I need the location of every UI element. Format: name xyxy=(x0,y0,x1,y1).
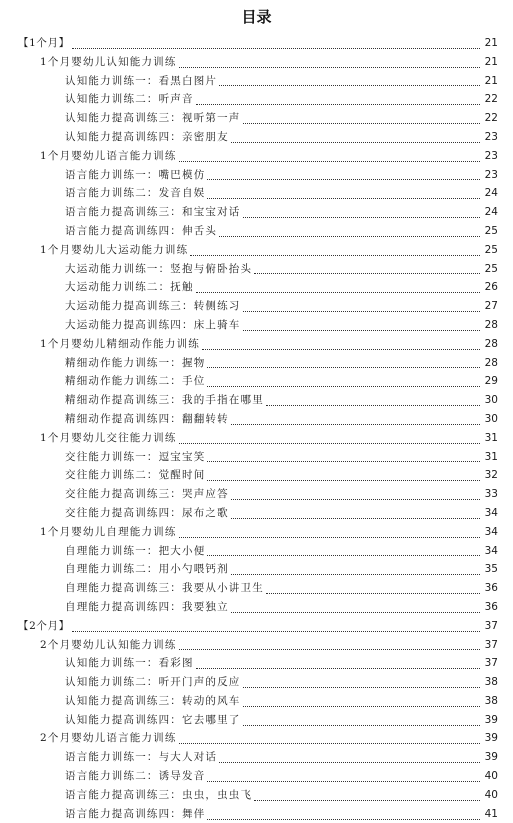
toc-item-entry[interactable] xyxy=(0,278,513,297)
toc-page-number: 37 xyxy=(484,619,498,632)
toc-entry-title: 语言能力提高训练三：和宝宝对话 xyxy=(65,206,241,219)
toc-item-entry[interactable] xyxy=(0,485,513,504)
toc-page-number: 37 xyxy=(484,638,498,651)
toc-item-entry[interactable] xyxy=(0,711,513,730)
toc-page-number: 31 xyxy=(484,450,498,463)
toc-page-number: 38 xyxy=(484,694,498,707)
dot-leader xyxy=(72,48,480,49)
toc-section-entry[interactable] xyxy=(0,729,513,748)
toc-page-number: 23 xyxy=(484,149,498,162)
toc-entry-title: 自理能力提高训练三：我要从小讲卫生 xyxy=(65,582,264,595)
toc-page-number: 26 xyxy=(484,281,498,294)
toc-entry-title: 语言能力训练一：与大人对话 xyxy=(65,751,218,764)
toc-page-number: 23 xyxy=(484,130,498,143)
dot-leader xyxy=(243,706,481,707)
toc-item-entry[interactable] xyxy=(0,222,513,241)
toc-item-entry[interactable] xyxy=(0,166,513,185)
toc-item-entry[interactable] xyxy=(0,579,513,598)
dot-leader xyxy=(207,179,480,180)
dot-leader xyxy=(179,67,480,68)
toc-page-number: 29 xyxy=(484,375,498,388)
dot-leader xyxy=(196,668,480,669)
toc-entry-title: 语言能力训练一：嘴巴模仿 xyxy=(65,168,206,181)
toc-section-entry[interactable] xyxy=(0,335,513,354)
toc-entry-title: 语言能力提高训练四：舞伴 xyxy=(65,807,206,820)
toc-page-number: 38 xyxy=(484,676,498,689)
toc-entry-title: 交往能力训练二：觉醒时间 xyxy=(65,469,206,482)
toc-page-number: 39 xyxy=(484,713,498,726)
toc-item-entry[interactable] xyxy=(0,504,513,523)
toc-page-number: 32 xyxy=(484,469,498,482)
toc-entry-title: 大运动能力提高训练三：转侧练习 xyxy=(65,300,241,313)
dot-leader xyxy=(219,762,480,763)
toc-page-number: 30 xyxy=(484,394,498,407)
toc-entry-title: 认知能力提高训练三：转动的风车 xyxy=(65,694,241,707)
toc-entry-title: 1个月婴幼儿大运动能力训练 xyxy=(40,243,189,256)
toc-page-number: 34 xyxy=(484,525,498,538)
dot-leader xyxy=(243,687,481,688)
dot-leader xyxy=(231,142,480,143)
toc-page-number: 21 xyxy=(484,37,498,49)
toc-entry-title: 认知能力训练二：听开门声的反应 xyxy=(65,676,241,689)
toc-entry-title: 1个月婴幼儿交往能力训练 xyxy=(40,431,177,444)
dot-leader xyxy=(254,273,480,274)
toc-item-entry[interactable] xyxy=(0,786,513,805)
toc-page-number: 28 xyxy=(484,337,498,350)
toc-section-entry[interactable] xyxy=(0,53,513,72)
dot-leader xyxy=(207,819,480,820)
dot-leader xyxy=(207,367,480,368)
toc-page-number: 28 xyxy=(484,356,498,369)
toc-entry-title: 自理能力提高训练四：我要独立 xyxy=(65,600,229,613)
toc-page-number: 39 xyxy=(484,751,498,764)
toc-entry-title: 语言能力训练二：发音自娱 xyxy=(65,187,206,200)
dot-leader xyxy=(243,725,481,726)
toc-entry-title: 【1个月】 xyxy=(18,37,70,49)
toc-item-entry[interactable] xyxy=(0,72,513,91)
dot-leader xyxy=(207,198,480,199)
dot-leader xyxy=(72,631,480,632)
dot-leader xyxy=(179,443,480,444)
toc-entry-title: 大运动能力训练一：竖抱与俯卧抬头 xyxy=(65,262,253,275)
toc-page-number: 37 xyxy=(484,657,498,670)
toc-item-entry[interactable] xyxy=(0,184,513,203)
toc-page-number: 40 xyxy=(484,788,498,801)
toc-item-entry[interactable] xyxy=(0,654,513,673)
toc-section-entry[interactable] xyxy=(0,523,513,542)
toc-page-number: 21 xyxy=(484,74,498,87)
toc-page-number: 34 xyxy=(484,506,498,519)
toc-section-entry[interactable] xyxy=(0,636,513,655)
toc-item-entry[interactable] xyxy=(0,748,513,767)
toc-page-number: 25 xyxy=(484,243,498,256)
table-of-contents xyxy=(0,34,513,823)
toc-entry-title: 语言能力训练二：诱导发音 xyxy=(65,770,206,783)
toc-entry-title: 1个月婴幼儿精细动作能力训练 xyxy=(40,337,200,350)
toc-entry-title: 自理能力训练二：用小勺喂钙剂 xyxy=(65,563,229,576)
toc-entry-title: 【2个月】 xyxy=(18,619,70,632)
dot-leader xyxy=(243,311,481,312)
toc-entry-title: 认知能力训练一：看彩图 xyxy=(65,657,194,670)
toc-entry-title: 精细动作能力训练一：握物 xyxy=(65,356,206,369)
dot-leader xyxy=(179,161,480,162)
toc-entry-title: 1个月婴幼儿语言能力训练 xyxy=(40,149,177,162)
toc-entry-title: 语言能力提高训练三：虫虫，虫虫飞 xyxy=(65,788,253,801)
toc-item-entry[interactable] xyxy=(0,560,513,579)
toc-page-number: 21 xyxy=(484,55,498,68)
dot-leader xyxy=(243,330,481,331)
toc-entry-title: 交往能力训练一：逗宝宝笑 xyxy=(65,450,206,463)
dot-leader xyxy=(231,424,480,425)
toc-page-number: 36 xyxy=(484,600,498,613)
dot-leader xyxy=(207,555,480,556)
toc-month-heading[interactable] xyxy=(0,617,513,636)
toc-page-number: 39 xyxy=(484,732,498,745)
toc-entry-title: 认知能力提高训练四：它去哪里了 xyxy=(65,713,241,726)
toc-item-entry[interactable] xyxy=(0,410,513,429)
dot-leader xyxy=(266,405,480,406)
toc-entry-title: 2个月婴幼儿语言能力训练 xyxy=(40,732,177,745)
toc-entry-title: 认知能力提高训练四：亲密朋友 xyxy=(65,130,229,143)
toc-section-entry[interactable] xyxy=(0,429,513,448)
dot-leader xyxy=(231,499,480,500)
toc-entry-title: 自理能力训练一：把大小便 xyxy=(65,544,206,557)
toc-entry-title: 2个月婴幼儿认知能力训练 xyxy=(40,638,177,651)
toc-item-entry[interactable] xyxy=(0,90,513,109)
dot-leader xyxy=(231,612,480,613)
toc-item-entry[interactable] xyxy=(0,297,513,316)
toc-entry-title: 精细动作提高训练三：我的手指在哪里 xyxy=(65,394,264,407)
toc-page-number: 34 xyxy=(484,544,498,557)
dot-leader xyxy=(243,217,481,218)
toc-item-entry[interactable] xyxy=(0,316,513,335)
toc-page-number: 41 xyxy=(484,807,498,820)
toc-item-entry[interactable] xyxy=(0,466,513,485)
toc-page-number: 27 xyxy=(484,300,498,313)
toc-page-number: 36 xyxy=(484,582,498,595)
toc-item-entry[interactable] xyxy=(0,391,513,410)
dot-leader xyxy=(196,104,480,105)
toc-item-entry[interactable] xyxy=(0,203,513,222)
toc-entry-title: 交往能力提高训练三：哭声应答 xyxy=(65,488,229,501)
toc-item-entry[interactable] xyxy=(0,805,513,823)
toc-page-number: 28 xyxy=(484,318,498,331)
toc-item-entry[interactable] xyxy=(0,598,513,617)
toc-page-number: 23 xyxy=(484,168,498,181)
toc-item-entry[interactable] xyxy=(0,354,513,373)
toc-item-entry[interactable] xyxy=(0,372,513,391)
dot-leader xyxy=(243,123,481,124)
dot-leader xyxy=(202,349,480,350)
toc-page-number: 25 xyxy=(484,262,498,275)
dot-leader xyxy=(219,236,480,237)
toc-entry-title: 认知能力提高训练三：视听第一声 xyxy=(65,112,241,125)
dot-leader xyxy=(207,781,480,782)
toc-item-entry[interactable] xyxy=(0,260,513,279)
dot-leader xyxy=(207,386,480,387)
toc-page-number: 22 xyxy=(484,112,498,125)
toc-entry-title: 1个月婴幼儿自理能力训练 xyxy=(40,525,177,538)
dot-leader xyxy=(219,85,480,86)
toc-entry-title: 大运动能力提高训练四：床上骑车 xyxy=(65,318,241,331)
toc-item-entry[interactable] xyxy=(0,128,513,147)
toc-page-number: 22 xyxy=(484,93,498,106)
dot-leader xyxy=(207,461,480,462)
dot-leader xyxy=(179,537,480,538)
dot-leader xyxy=(179,743,480,744)
toc-entry-title: 精细动作提高训练四：翻翻转转 xyxy=(65,412,229,425)
toc-section-entry[interactable] xyxy=(0,147,513,166)
dot-leader xyxy=(231,518,480,519)
toc-month-heading[interactable] xyxy=(0,34,513,53)
dot-leader xyxy=(266,593,480,594)
page-title: 目录 xyxy=(241,8,272,26)
toc-item-entry[interactable] xyxy=(0,673,513,692)
toc-page-number: 24 xyxy=(484,187,498,200)
dot-leader xyxy=(179,649,480,650)
toc-page-number: 40 xyxy=(484,770,498,783)
toc-entry-title: 认知能力训练二：听声音 xyxy=(65,93,194,106)
toc-page-number: 31 xyxy=(484,431,498,444)
toc-entry-title: 大运动能力训练二：抚触 xyxy=(65,281,194,294)
dot-leader xyxy=(190,255,480,256)
toc-entry-title: 语言能力提高训练四：伸舌头 xyxy=(65,224,218,237)
toc-entry-title: 交往能力提高训练四：尿布之歌 xyxy=(65,506,229,519)
toc-page-number: 30 xyxy=(484,412,498,425)
toc-entry-title: 精细动作能力训练二：手位 xyxy=(65,375,206,388)
dot-leader xyxy=(207,480,480,481)
dot-leader xyxy=(231,574,480,575)
toc-item-entry[interactable] xyxy=(0,448,513,467)
toc-item-entry[interactable] xyxy=(0,542,513,561)
toc-item-entry[interactable] xyxy=(0,109,513,128)
toc-entry-title: 认知能力训练一：看黑白图片 xyxy=(65,74,218,87)
dot-leader xyxy=(196,292,480,293)
toc-item-entry[interactable] xyxy=(0,767,513,786)
toc-page-number: 24 xyxy=(484,206,498,219)
toc-page-number: 25 xyxy=(484,224,498,237)
toc-page-number: 35 xyxy=(484,563,498,576)
toc-section-entry[interactable] xyxy=(0,241,513,260)
toc-item-entry[interactable] xyxy=(0,692,513,711)
toc-page-number: 33 xyxy=(484,488,498,501)
toc-entry-title: 1个月婴幼儿认知能力训练 xyxy=(40,55,177,68)
